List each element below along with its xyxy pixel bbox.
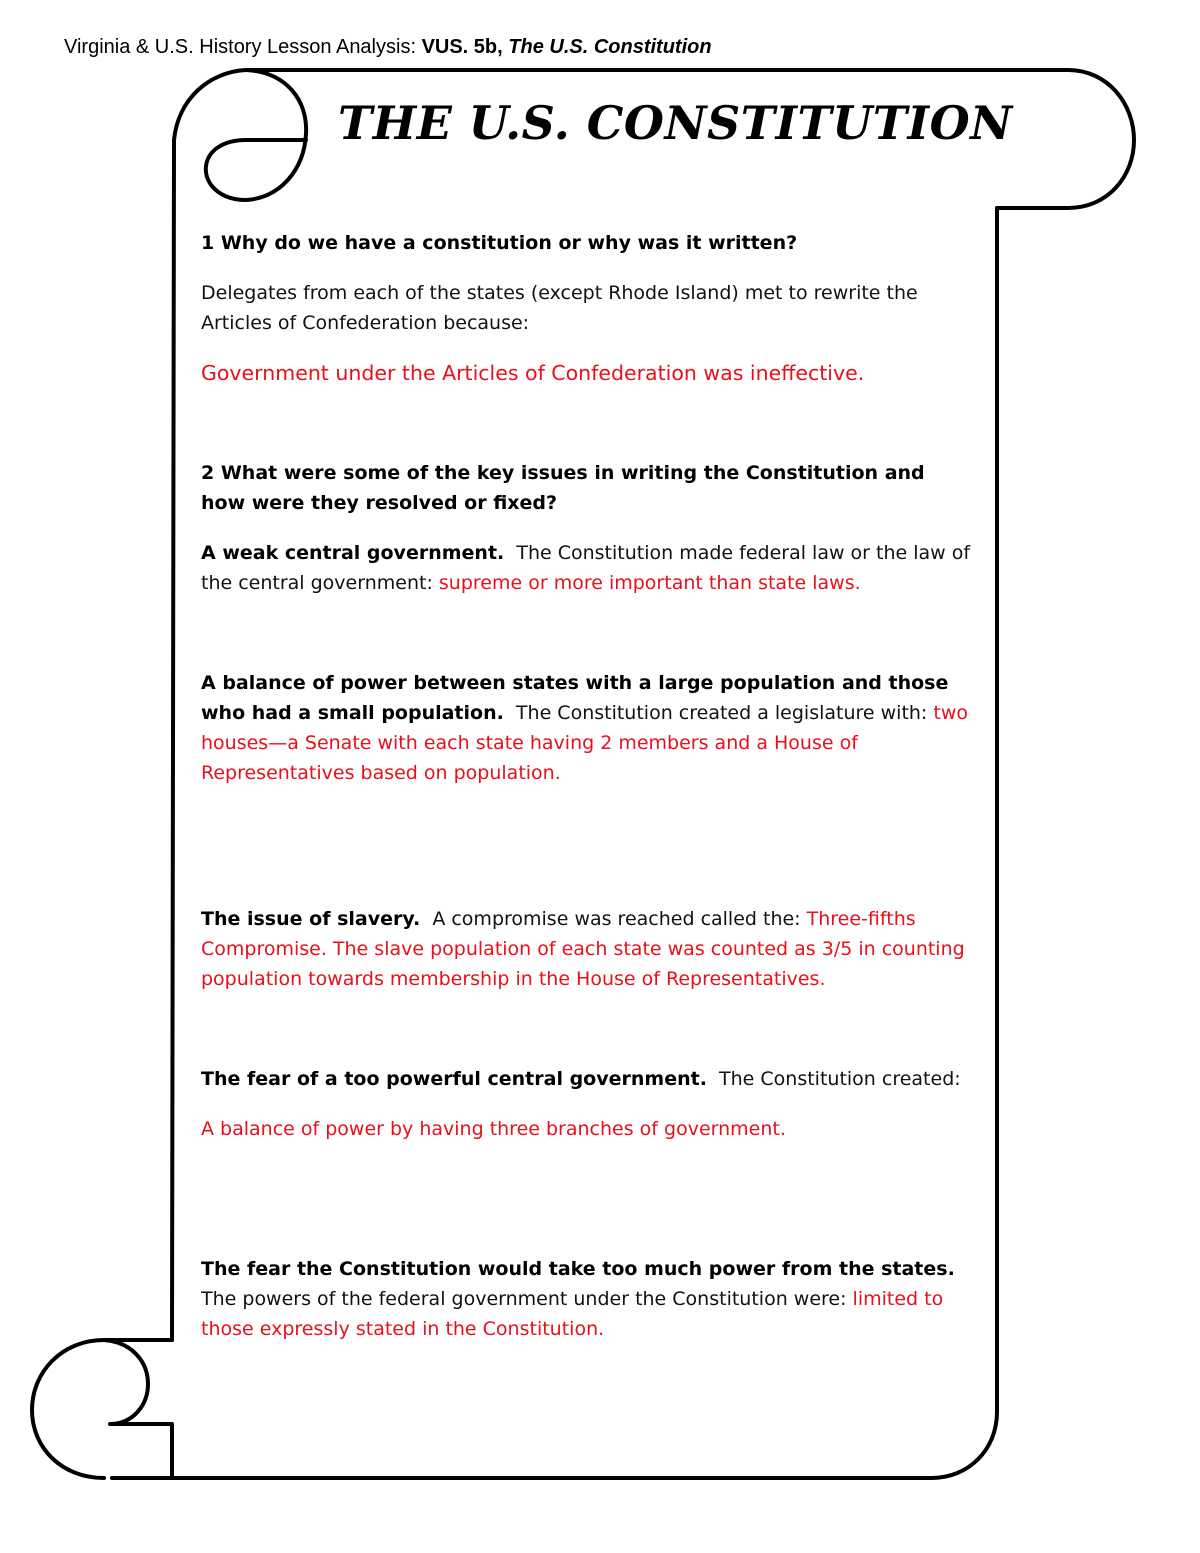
issue-answer: limited to those expressly stated in the Constitution. [201, 1288, 944, 1340]
issue-text: The Constitution made federal law or the law of the central government: [201, 542, 971, 594]
issue-answer: Three-fifths Compromise. The slave population of each state was counted as 3/5 in counting population towards membership in the House of Representatives. [201, 908, 965, 990]
issue-item [201, 538, 971, 598]
issue-answer: supreme or more important than state laws. [438, 572, 861, 594]
issue-item [201, 1254, 971, 1344]
question-1-answer: Government under the Articles of Confederation was ineffective. [201, 361, 865, 385]
issue-text: A compromise was reached called the: [432, 908, 801, 930]
question-1: 1 Why do we have a constitution or why was it written? [201, 232, 798, 254]
issue-item [201, 668, 971, 788]
worksheet-content [201, 228, 971, 1344]
issue-item [201, 1064, 971, 1094]
issue-text: The Constitution created: [719, 1068, 961, 1090]
page-title: THE U.S. CONSTITUTION [338, 96, 1013, 150]
issue-item [201, 904, 971, 994]
header-prefix: Virginia & U.S. History Lesson Analysis: [64, 36, 422, 58]
issue-text: The powers of the federal government under the Constitution were: [201, 1288, 847, 1310]
question-1-intro: Delegates from each of the states (except Rhode Island) met to rewrite the Articles of Confederation because: [201, 282, 918, 334]
issue-label: The fear the Constitution would take too much power from the states. [201, 1258, 955, 1280]
question-2: 2 What were some of the key issues in writing the Constitution and how were they resolved or fixed? [201, 462, 925, 514]
issue-answer: A balance of power by having three branches of government. [201, 1118, 786, 1140]
header-topic: The U.S. Constitution [508, 36, 712, 58]
header-code: VUS. 5b, [421, 36, 509, 58]
issue-label: A weak central government. [201, 542, 505, 564]
issue-label: A balance of power between states with a large population and those who had a small population. [201, 672, 949, 724]
issue-label: The fear of a too powerful central government. [201, 1068, 707, 1090]
issue-text: The Constitution created a legislature with: [515, 702, 928, 724]
issue-answer: two houses—a Senate with each state having 2 members and a House of Representatives based on population. [201, 702, 969, 784]
issue-label: The issue of slavery. [201, 908, 421, 930]
